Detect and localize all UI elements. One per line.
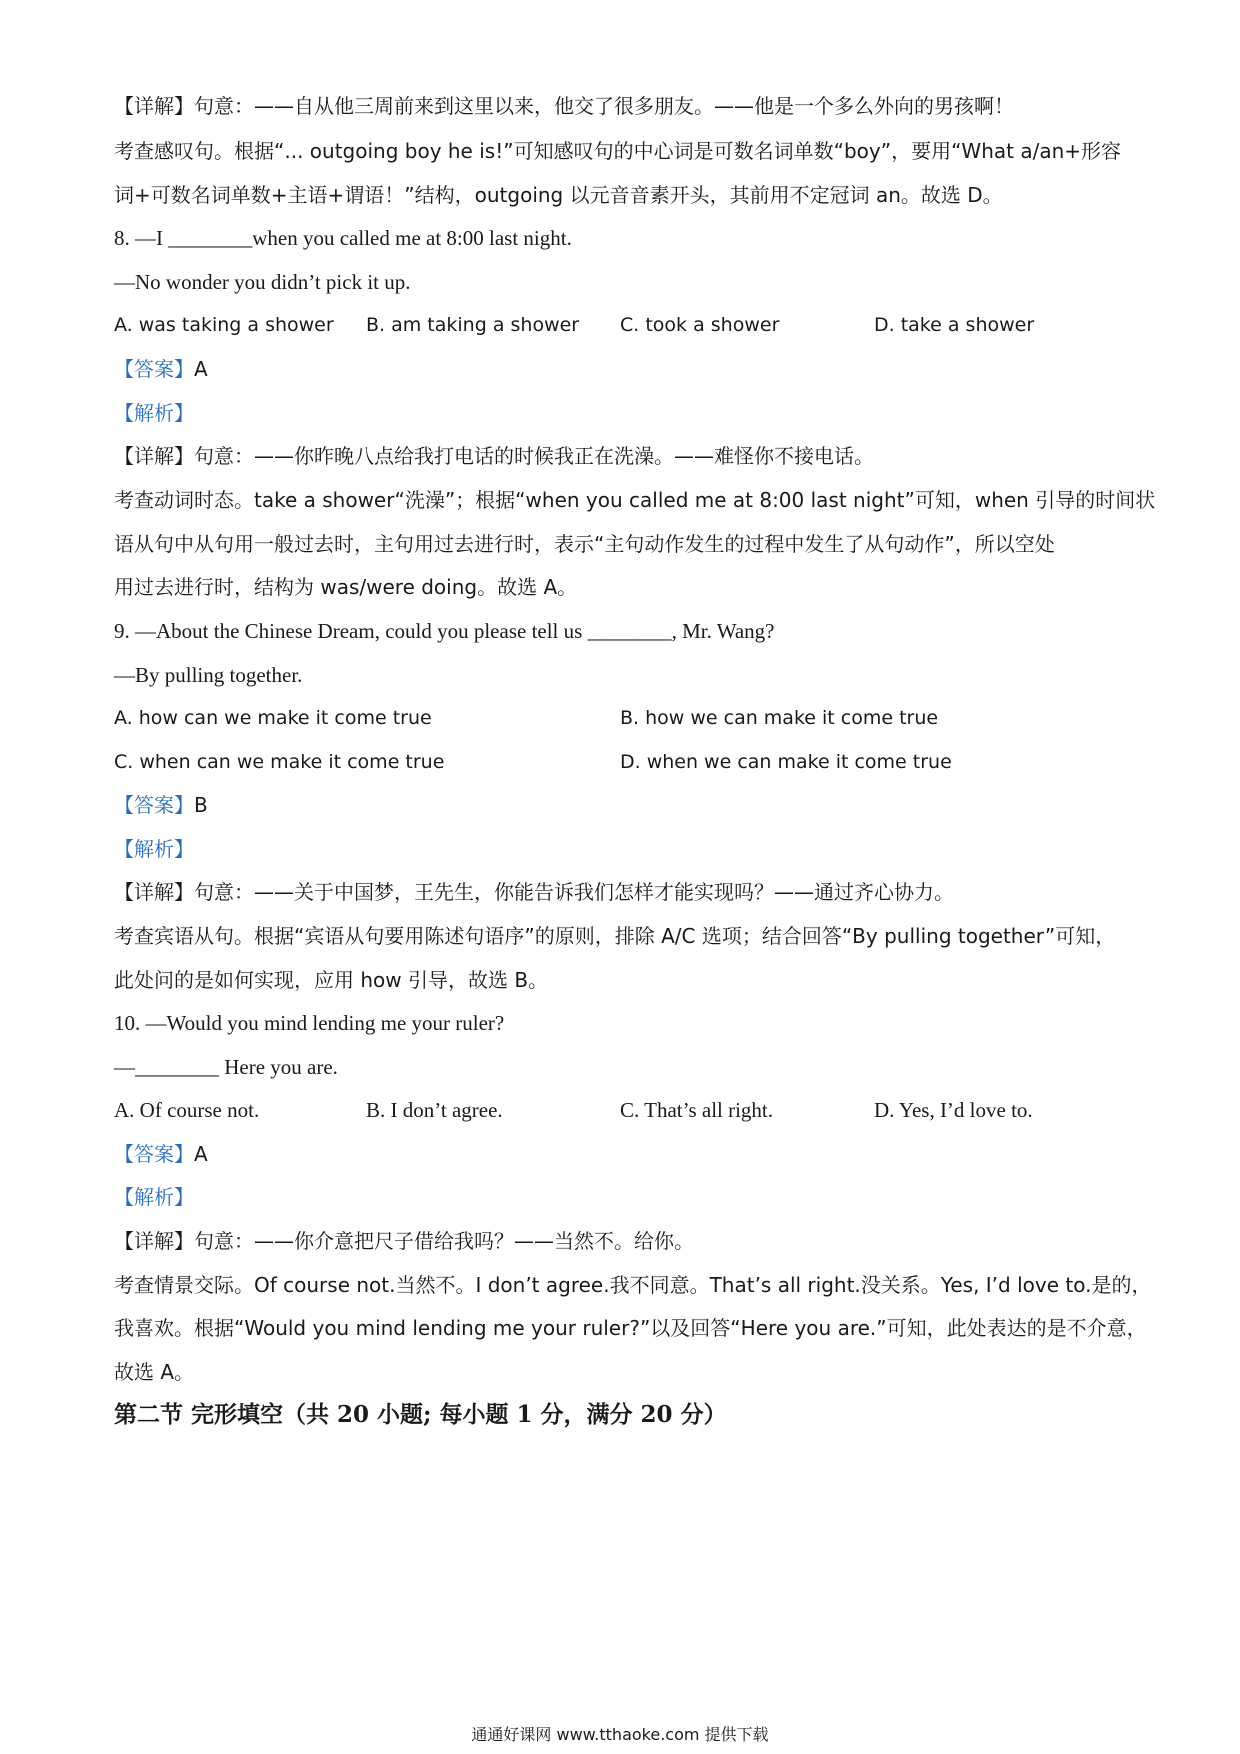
q10-analysis-line-3: 故选 A。 (114, 1360, 195, 1384)
q8-answer-line (114, 355, 208, 383)
q9-analysis-tag: 【解析】 (114, 837, 194, 861)
q8-analysis-line-3: 用过去进行时，结构为 was/were doing。故选 A。 (114, 575, 578, 599)
q9-stem: 9. —About the Chinese Dream, could you please tell us ________, Mr. Wang? (114, 619, 775, 643)
q9-detail-line (114, 878, 954, 906)
answer-value: A (194, 1142, 208, 1166)
q10-option-c: C. That’s all right. (620, 1098, 774, 1122)
q8-analysis-line-2: 语从句中从句用一般过去时，主句用过去进行时，表示“主句动作发生的过程中发生了从句动作”，所以空处 (114, 532, 1055, 556)
answer-tag: 【答案】 (114, 1142, 194, 1166)
q7-detail-line (114, 92, 1014, 120)
detail-tag: 【详解】 (114, 444, 194, 468)
answer-tag: 【答案】 (114, 793, 194, 817)
q9-analysis-line-1: 考查宾语从句。根据“宾语从句要用陈述句语序”的原则，排除 A/C 选项；结合回答“By pulling together”可知， (114, 924, 1116, 948)
q8-reply: —No wonder you didn’t pick it up. (114, 270, 411, 294)
q10-reply: —________ Here you are. (114, 1055, 338, 1079)
q9-reply: —By pulling together. (114, 663, 303, 687)
q10-stem: 10. —Would you mind lending me your ruler? (114, 1011, 505, 1035)
q10-option-b: B. I don’t agree. (366, 1098, 503, 1122)
page-footer: 通通好课网 www.tthaoke.com 提供下载 (471, 1725, 769, 1744)
detail-text: 句意：——关于中国梦，王先生，你能告诉我们怎样才能实现吗？——通过齐心协力。 (194, 880, 954, 904)
detail-tag: 【详解】 (114, 94, 194, 118)
q8-option-a: A. was taking a shower (114, 314, 334, 336)
q10-detail-line (114, 1227, 694, 1255)
q10-option-a: A. Of course not. (114, 1098, 260, 1122)
section-heading: 第二节 完形填空（共 20 小题; 每小题 1 分，满分 20 分） (114, 1401, 727, 1428)
q10-option-d: D. Yes, I’d love to. (874, 1098, 1033, 1122)
detail-text: 句意：——你介意把尺子借给我吗？——当然不。给你。 (194, 1229, 694, 1253)
detail-tag: 【详解】 (114, 1229, 194, 1253)
answer-value: B (194, 793, 208, 817)
q10-answer-line (114, 1140, 208, 1168)
q9-option-b: B. how we can make it come true (620, 707, 939, 729)
q10-analysis-tag: 【解析】 (114, 1185, 194, 1209)
q8-analysis-tag: 【解析】 (114, 401, 194, 425)
q10-analysis-line-2: 我喜欢。根据“Would you mind lending me your ruler?”以及回答“Here you are.”可知，此处表达的是不介意， (114, 1316, 1147, 1340)
detail-tag: 【详解】 (114, 880, 194, 904)
q8-analysis-line-1: 考查动词时态。take a shower“洗澡”；根据“when you called me at 8:00 last night”可知，when 引导的时间状 (114, 488, 1156, 512)
q9-option-a: A. how can we make it come true (114, 707, 432, 729)
q7-analysis-line-1: 考查感叹句。根据“... outgoing boy he is!”可知感叹句的中心词是可数名词单数“boy”，要用“What a/an+形容 (114, 139, 1122, 163)
q8-option-c: C. took a shower (620, 314, 780, 336)
q9-answer-line (114, 791, 208, 819)
q10-analysis-line-1: 考查情景交际。Of course not.当然不。I don’t agree.我不同意。That’s all right.没关系。Yes, I’d love to.是的， (114, 1273, 1152, 1297)
answer-tag: 【答案】 (114, 357, 194, 381)
q8-option-d: D. take a shower (874, 314, 1035, 336)
q8-stem: 8. —I ________when you called me at 8:00 last night. (114, 226, 572, 250)
q9-option-d: D. when we can make it come true (620, 751, 952, 773)
answer-value: A (194, 357, 208, 381)
q9-analysis-line-2: 此处问的是如何实现，应用 how 引导，故选 B。 (114, 968, 549, 992)
q8-detail-line (114, 442, 874, 470)
q9-option-c: C. when can we make it come true (114, 751, 445, 773)
q8-option-b: B. am taking a shower (366, 314, 580, 336)
detail-text: 句意：——自从他三周前来到这里以来，他交了很多朋友。——他是一个多么外向的男孩啊！ (194, 94, 1014, 118)
q7-analysis-line-2: 词+可数名词单数+主语+谓语！”结构，outgoing 以元音音素开头，其前用不定冠词 an。故选 D。 (114, 183, 1003, 207)
detail-text: 句意：——你昨晚八点给我打电话的时候我正在洗澡。——难怪你不接电话。 (194, 444, 874, 468)
